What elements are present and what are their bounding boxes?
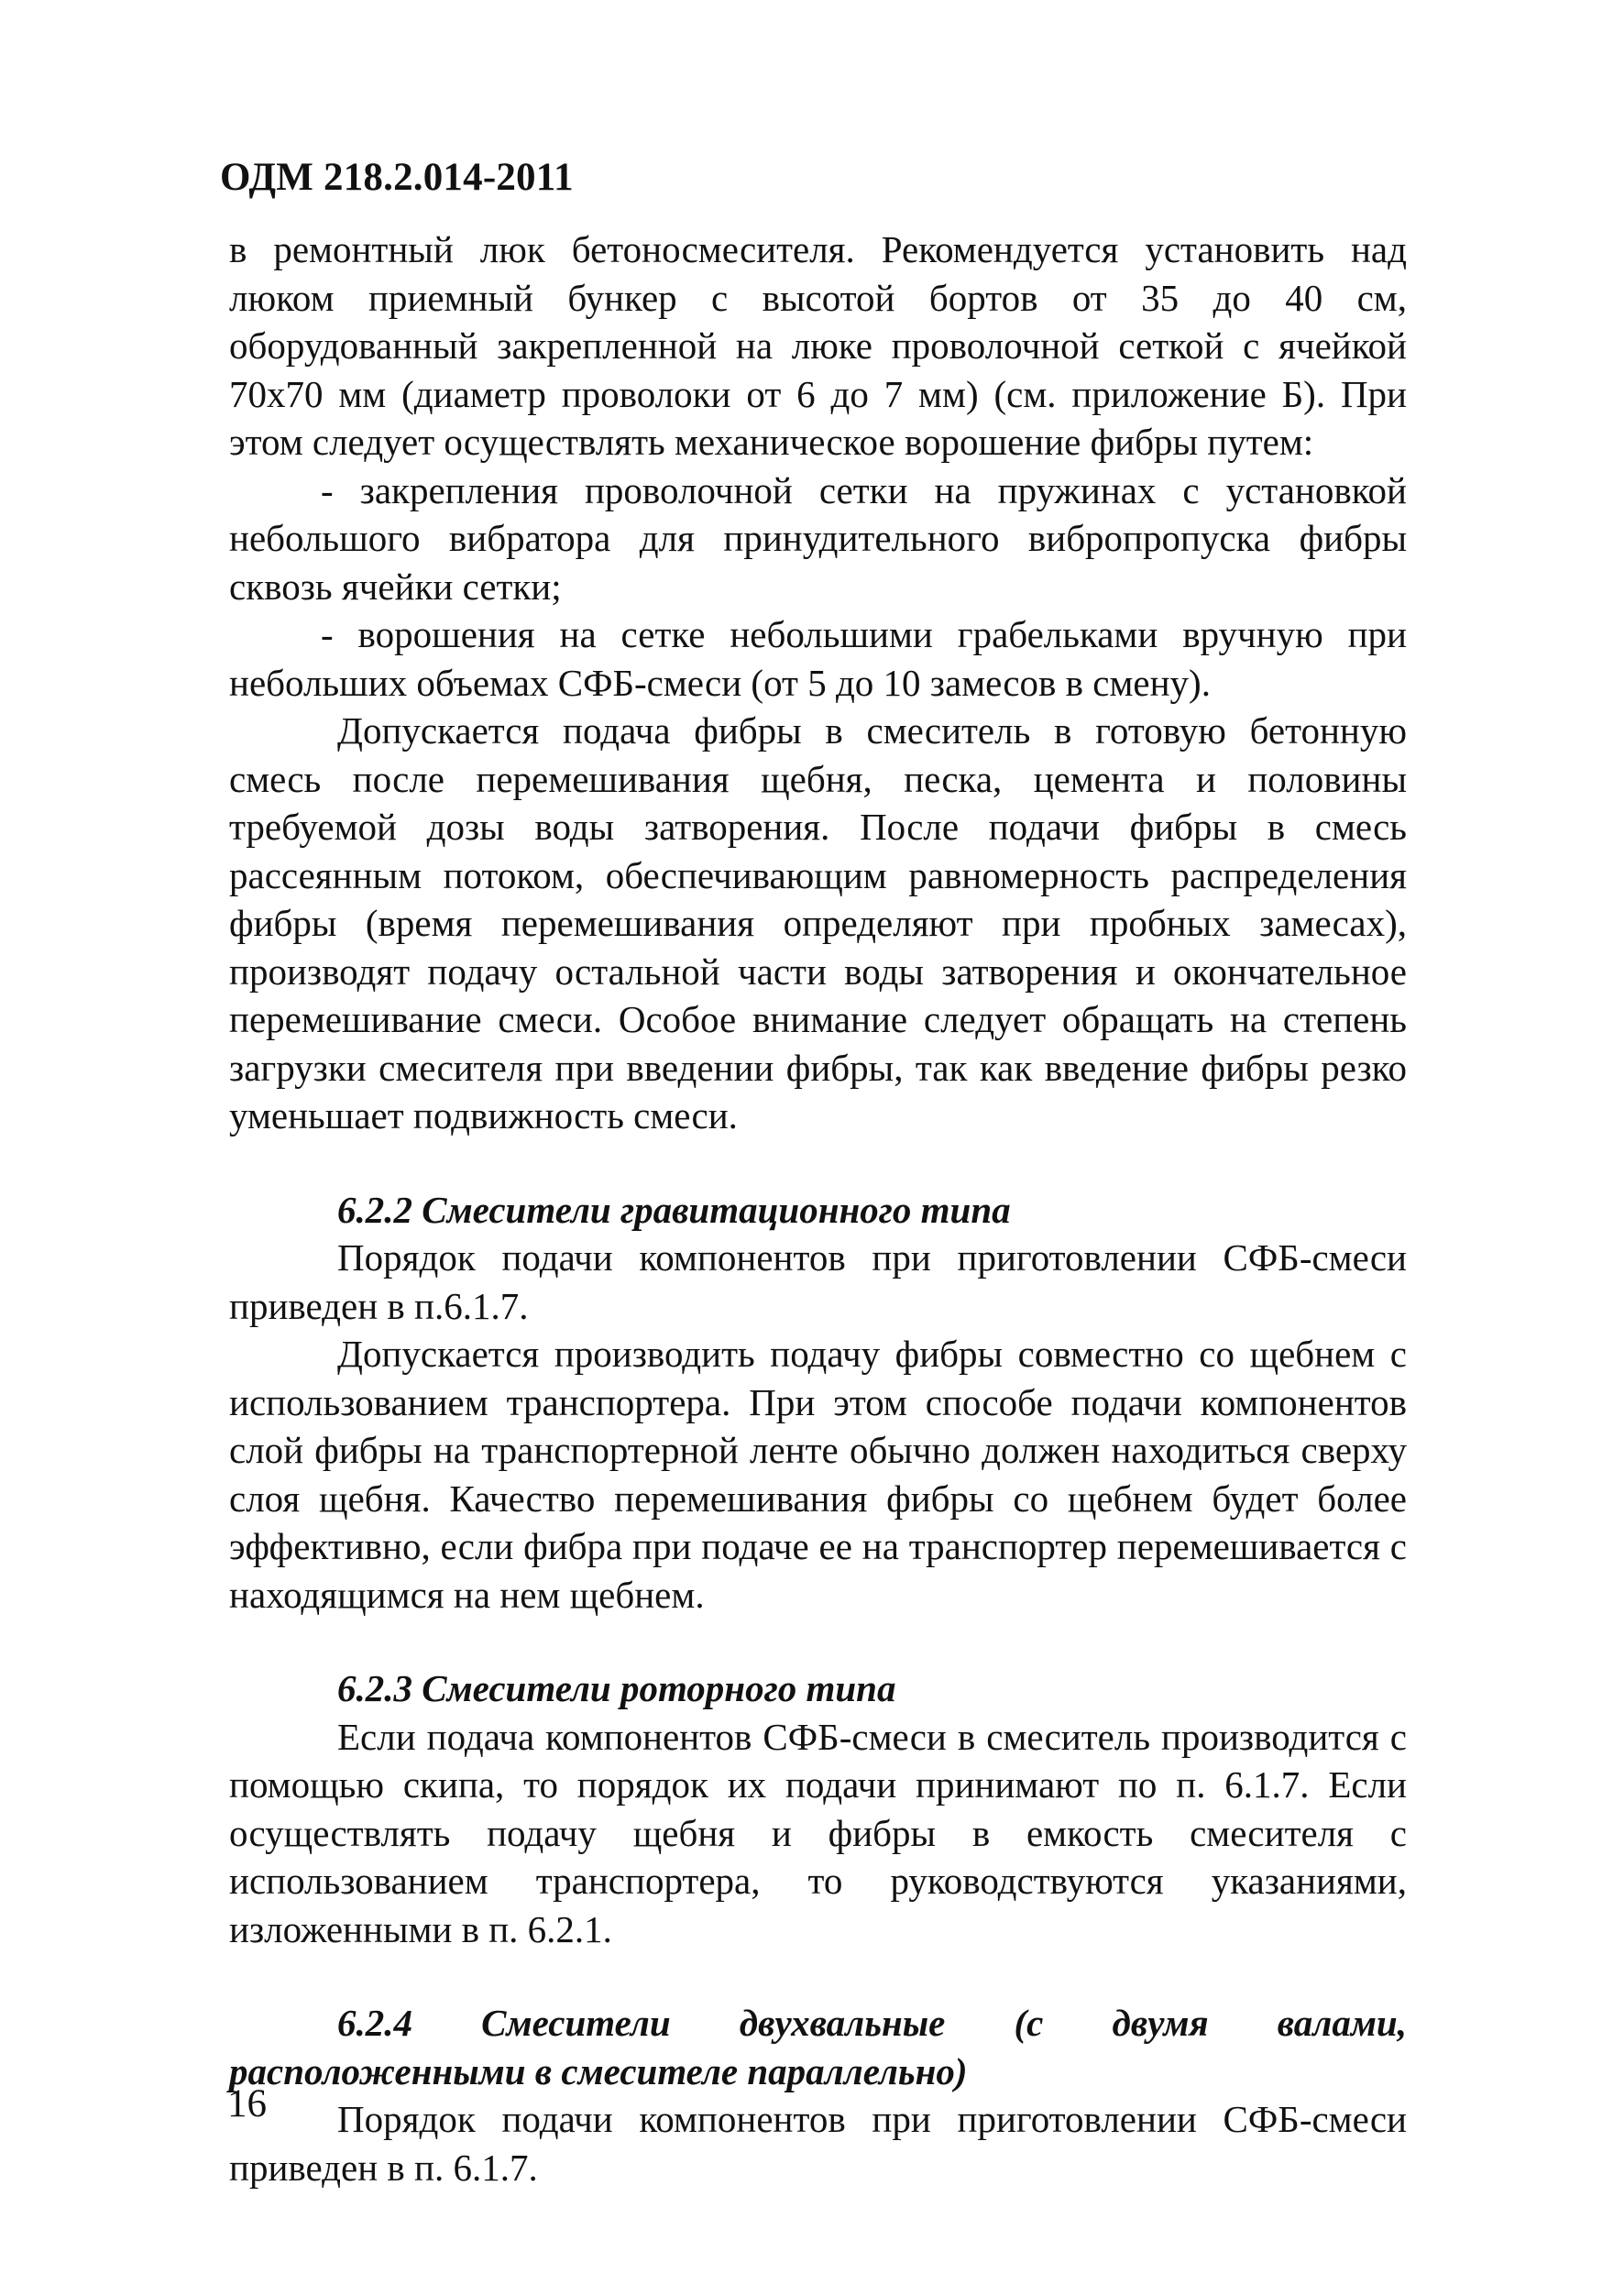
paragraph: Если подача компонентов СФБ-смеси в смеситель производится с помощью скипа, то порядок их подачи принимают по п. 6.1.7. Если осуществлять подачу щебня и фибры в емкость смесителя с использованием транспортера, то руководствуются указаниями, изложенными в п. 6.2.1. — [229, 1715, 1407, 1950]
section-heading-6-2-2: 6.2.2 Смесители гравитационного типа — [337, 1188, 1011, 1231]
paragraph: Допускается производить подачу фибры совместно со щебнем с использованием транспортера. При этом способе подачи компонентов слой фибры на транспортерной ленте обычно должен находиться сверху слоя щебня. Качество перемешивания фибры со щебнем будет более эффективно, если фибра при подаче ее на транспортер перемешивается с находящимся на нем щебнем. — [229, 1333, 1407, 1616]
paragraph: в ремонтный люк бетоносмесителя. Рекомендуется установить над люком приемный бункер с высотой бортов от 35 до 40 см, оборудованный закрепленной на люке проволочной сеткой с ячейкой 70х70 мм (диаметр проволоки от 6 до 7 мм) (см. приложение Б). При этом следует осуществлять механическое ворошение фибры путем: — [229, 228, 1407, 463]
list-item: - ворошения на сетке небольшими грабельками вручную при небольших объемах СФБ-смеси (от 5 до 10 замесов в смену). — [229, 613, 1407, 704]
list-item: - закрепления проволочной сетки на пружинах с установкой небольшого вибратора для принудительного вибропропуска фибры сквозь ячейки сетки; — [229, 468, 1407, 608]
paragraph: Допускается подача фибры в смеситель в готовую бетонную смесь после перемешивания щебня, песка, цемента и половины требуемой дозы воды затворения. После подачи фибры в смесь рассеянным потоком, обеспечивающим равномерность распределения фибры (время перемешивания определяют при пробных замесах), производят подачу остальной части воды затворения и окончательное перемешивание смеси. Особое внимание следует обращать на степень загрузки смесителя при введении фибры, так как введение фибры резко уменьшает подвижность смеси. — [229, 709, 1407, 1136]
paragraph: Порядок подачи компонентов при приготовлении СФБ-смеси приведен в п. 6.1.7. — [229, 2098, 1407, 2189]
paragraph: Порядок подачи компонентов при приготовлении СФБ-смеси приведен в п.6.1.7. — [229, 1236, 1407, 1327]
section-heading-6-2-3: 6.2.3 Смесители роторного типа — [337, 1667, 896, 1709]
page-number: 16 — [227, 2082, 267, 2125]
page-body — [229, 225, 1407, 2191]
section-heading-6-2-4: 6.2.4 Смесители двухвальные (с двумя валами, расположенными в смесителе параллельно) — [229, 2002, 1407, 2092]
document-code-header: ОДМ 218.2.014-2011 — [220, 156, 574, 199]
